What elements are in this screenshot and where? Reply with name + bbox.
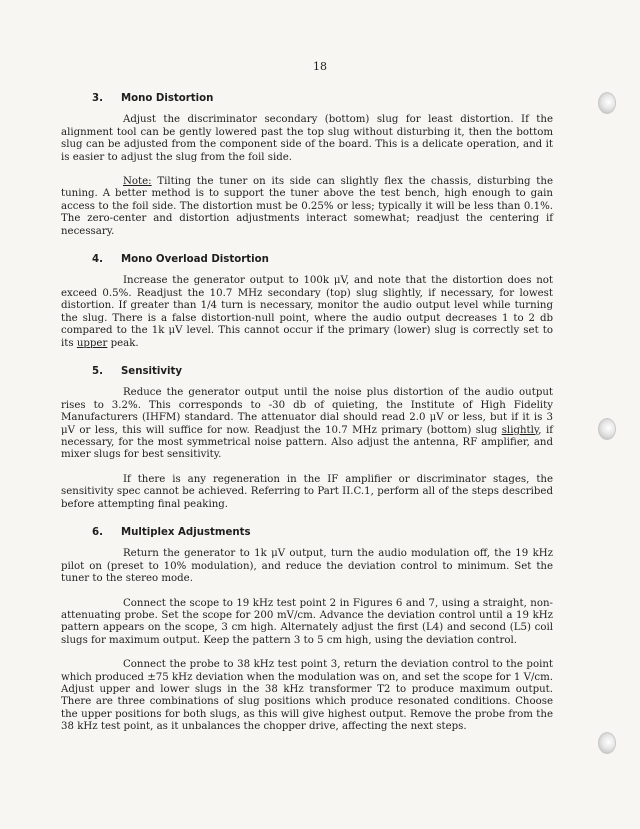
paragraph: Adjust the discriminator secondary (bottom) slug for least distortion. If the alignment tool can be gently lowered past the top slug without disturbing it, then the bottom slug can be adjusted from the component side of the board. This is a delicate operation, and it is easier to adjust the slug from the foil side. xyxy=(61,114,553,163)
punch-hole-middle xyxy=(598,418,616,440)
paragraph-text: Reduce the generator output until the noise plus distortion of the audio output rises to 3.2%. This corresponds to -30 db of quieting, the Institute of High Fidelity Manufacturers (IHFM) standard. The attenuator dial should read 2.0 μV or less, but if it is 3 μV or less, this will suffice for now. Readjust the 10.7 MHz primary (bottom) slug xyxy=(61,387,553,436)
note-label: Note: xyxy=(123,176,152,188)
punch-hole-bottom xyxy=(598,732,616,754)
paragraph-text: peak. xyxy=(107,337,139,349)
section-number: 3. xyxy=(92,93,103,104)
paragraph-text: , if necessary, for the most symmetrical noise pattern. Also adjust the antenna, RF amplifier, and mixer slugs for best sensitivity. xyxy=(61,424,553,461)
note-text: Tilting the tuner on its side can slightly flex the chassis, disturbing the tuning. A better method is to support the tuner above the test bench, high enough to gain access to the foil side. The distortion must be 0.25% or less; typically it will be less than 0.1%. The zero-center and distortion adjustments interact somewhat; readjust the centering if necessary. xyxy=(61,176,553,237)
section-number: 4. xyxy=(92,254,103,266)
section-heading-mono-overload-distortion xyxy=(92,254,553,266)
section-heading-sensitivity xyxy=(92,366,553,378)
underlined-word: upper xyxy=(76,337,108,349)
document-body xyxy=(61,93,553,746)
section-title: Sensitivity xyxy=(120,365,183,377)
paragraph xyxy=(61,387,553,461)
note-paragraph xyxy=(61,176,553,238)
paragraph: Connect the scope to 19 kHz test point 2 in Figures 6 and 7, using a straight, non-attenuating probe. Set the scope for 200 mV/cm. Advance the deviation control until a 19 kHz pattern appears on the scope, 3 cm high. Alternately adjust the first (L4) and second (L5) coil slugs for maximum output. Keep the pattern 3 to 5 cm high, using the deviation control. xyxy=(61,597,553,646)
paragraph: Connect the probe to 38 kHz test point 3, return the deviation control to the point which produced ±75 kHz deviation when the modulation was on, and set the scope for 1 V/cm. Adjust upper and lower slugs in the 38 kHz transformer T2 to produce maximum output. There are three combinations of slug positions which produce resonated conditions. Choose the upper positions for both slugs, as this will give highest output. Remove the probe from the 38 kHz test point, as it unbalances the chopper drive, affecting the next steps. xyxy=(61,659,553,733)
punch-hole-top xyxy=(598,92,616,114)
section-heading-mono-distortion xyxy=(92,93,553,105)
paragraph: Return the generator to 1k μV output, turn the audio modulation off, the 19 kHz pilot on (preset to 10% modulation), and reduce the deviation control to minimum. Set the tuner to the stereo mode. xyxy=(61,548,553,585)
page-number: 18 xyxy=(313,60,327,73)
section-title: Multiplex Adjustments xyxy=(120,526,251,538)
paragraph-text: Increase the generator output to 100k μV, and note that the distortion does not exceed 0.5%. Readjust the 10.7 MHz secondary (top) slug slightly, if necessary, for lowest distortion. If greater than 1/4 turn is necessary, monitor the audio output level while turning the slug. There is a false distortion-null point, where the audio output decreases 1 to 2 db compared to the 1k μV level. This cannot occur if the primary (lower) slug is correctly set to its xyxy=(61,275,553,349)
underlined-word: slightly xyxy=(501,424,539,436)
section-title: Mono Overload Distortion xyxy=(120,254,269,266)
paragraph xyxy=(61,275,553,349)
section-heading-multiplex-adjustments xyxy=(92,527,553,539)
section-number: 5. xyxy=(92,365,103,377)
section-title: Mono Distortion xyxy=(120,93,214,104)
section-number: 6. xyxy=(92,526,103,538)
paragraph: If there is any regeneration in the IF amplifier or discriminator stages, the sensitivity spec cannot be achieved. Referring to Part II.C.1, perform all of the steps described before attempting final peaking. xyxy=(61,473,553,510)
